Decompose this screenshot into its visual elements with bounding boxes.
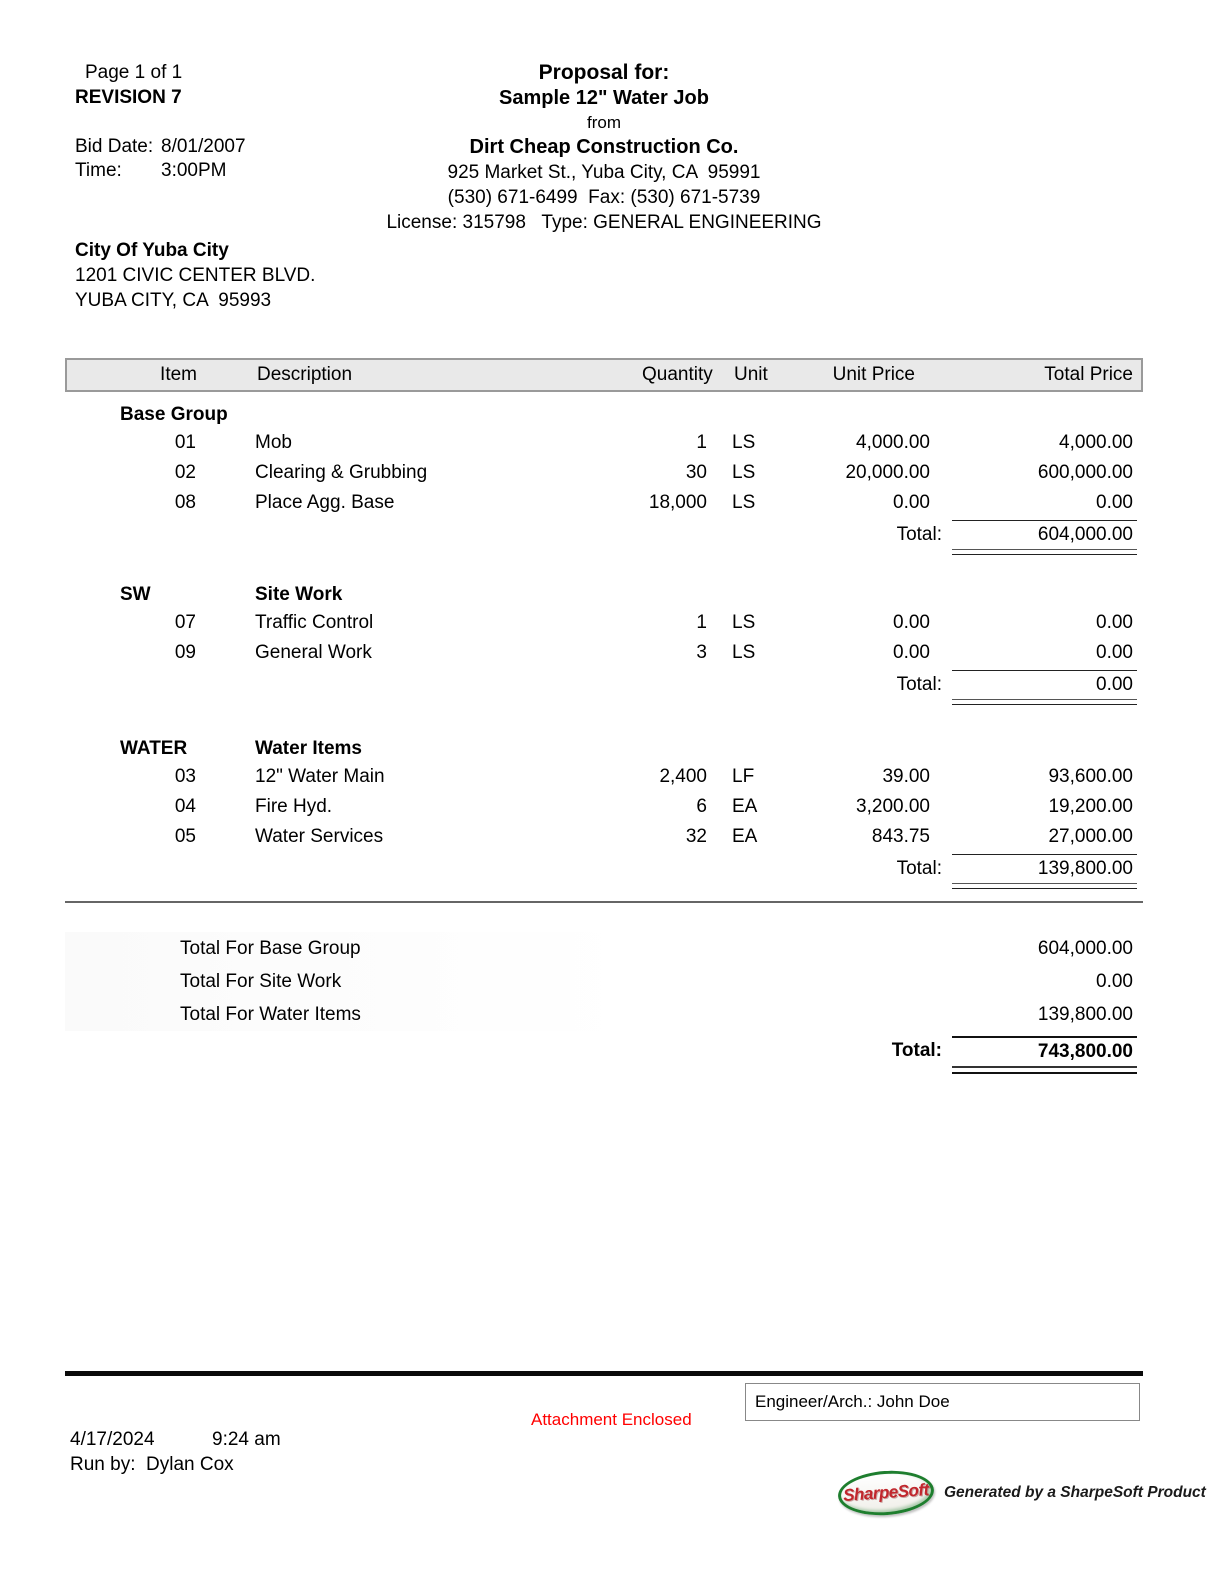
item-unit: LS <box>732 462 756 483</box>
client-name: City Of Yuba City <box>75 240 229 261</box>
item-unit-price: 4,000.00 <box>856 432 930 453</box>
job-name: Sample 12" Water Job <box>499 87 709 109</box>
item-quantity: 32 <box>685 826 707 847</box>
group-total-label: Total: <box>896 858 942 879</box>
table-row <box>65 638 1143 668</box>
column-header-item: Item <box>160 364 197 385</box>
group-total-label: Total: <box>896 674 942 695</box>
item-unit: LS <box>732 432 756 453</box>
item-unit-price: 39.00 <box>882 766 930 787</box>
page-number: Page 1 of 1 <box>85 62 183 83</box>
group-total-amount-box <box>952 670 1137 707</box>
bid-time-row <box>75 159 246 183</box>
column-header-total-price: Total Price <box>1044 364 1133 385</box>
item-unit-price: 0.00 <box>893 492 930 513</box>
item-number: 02 <box>174 462 196 483</box>
group-total-label: Total: <box>896 524 942 545</box>
group-header-water-items <box>65 735 1143 762</box>
client-address-line1: 1201 CIVIC CENTER BLVD. <box>75 265 316 286</box>
summary-amount: 139,800.00 <box>1037 1004 1133 1025</box>
summary-totals-block <box>65 932 1143 1074</box>
summary-row <box>65 932 1143 965</box>
item-total-price: 93,600.00 <box>1048 766 1133 787</box>
group-total-row <box>65 854 1143 891</box>
item-quantity: 18,000 <box>648 492 707 513</box>
page-info-block <box>75 60 182 110</box>
group-code: WATER <box>120 738 188 759</box>
group-total-amount: 0.00 <box>952 670 1137 700</box>
item-unit: EA <box>732 796 758 817</box>
run-date: 4/17/2024 <box>70 1429 155 1450</box>
footer-thick-rule <box>65 1371 1143 1376</box>
table-row <box>65 488 1143 518</box>
grand-total-row <box>65 1036 1143 1074</box>
item-quantity: 2,400 <box>659 766 707 787</box>
summary-amount: 0.00 <box>1096 971 1133 992</box>
item-total-price: 19,200.00 <box>1048 796 1133 817</box>
item-total-price: 600,000.00 <box>1037 462 1133 483</box>
client-address-block <box>75 238 315 313</box>
table-header-row <box>65 358 1143 392</box>
group-code: Base Group <box>120 404 228 425</box>
table-row <box>65 792 1143 822</box>
group-total-amount: 139,800.00 <box>952 854 1137 884</box>
company-address: 925 Market St., Yuba City, CA 95991 <box>447 162 761 183</box>
double-rule <box>952 1068 1137 1074</box>
bid-info-block <box>75 135 246 183</box>
item-description: Mob <box>255 432 292 453</box>
item-number: 05 <box>174 826 196 847</box>
summary-row <box>65 965 1143 998</box>
item-unit-price: 20,000.00 <box>845 462 930 483</box>
sharpesoft-logo-icon <box>837 1468 936 1519</box>
group-name: Site Work <box>255 584 343 605</box>
double-rule <box>952 884 1137 889</box>
item-unit-price: 843.75 <box>871 826 930 847</box>
item-description: Fire Hyd. <box>255 796 333 817</box>
engineer-architect-box <box>745 1383 1140 1421</box>
sharpesoft-branding <box>838 1470 1206 1516</box>
item-total-price: 27,000.00 <box>1048 826 1133 847</box>
bid-time-value: 3:00PM <box>161 160 227 181</box>
item-unit-price: 3,200.00 <box>856 796 930 817</box>
summary-label: Total For Water Items <box>65 998 630 1031</box>
generated-by-text: Generated by a SharpeSoft Product <box>944 1484 1206 1501</box>
item-quantity: 1 <box>696 612 707 633</box>
attachment-enclosed-note: Attachment Enclosed <box>531 1410 692 1429</box>
group-name <box>210 401 1143 428</box>
group-total-row <box>65 670 1143 707</box>
item-description: 12" Water Main <box>255 766 385 787</box>
summary-amount: 604,000.00 <box>1037 938 1133 959</box>
grand-total-label: Total: <box>891 1040 942 1061</box>
run-time: 9:24 am <box>212 1429 281 1450</box>
item-number: 09 <box>174 642 196 663</box>
client-address-line2: YUBA CITY, CA 95993 <box>75 290 272 311</box>
item-description: General Work <box>255 642 372 663</box>
group-total-amount: 604,000.00 <box>952 520 1137 550</box>
bid-date-row <box>75 135 246 159</box>
item-description: Water Services <box>255 826 384 847</box>
item-number: 08 <box>174 492 196 513</box>
item-quantity: 3 <box>696 642 707 663</box>
item-total-price: 0.00 <box>1096 492 1133 513</box>
item-quantity: 1 <box>696 432 707 453</box>
grand-total-amount: 743,800.00 <box>952 1036 1137 1068</box>
section-divider <box>65 901 1143 903</box>
item-unit: LS <box>732 642 756 663</box>
table-row <box>65 762 1143 792</box>
group-name: Water Items <box>255 738 362 759</box>
table-row <box>65 608 1143 638</box>
item-unit: LF <box>732 766 755 787</box>
grand-total-amount-box <box>952 1036 1137 1074</box>
summary-label: Total For Base Group <box>65 932 630 965</box>
column-header-unit: Unit <box>734 364 768 385</box>
item-number: 03 <box>174 766 196 787</box>
group-total-amount-box <box>952 520 1137 557</box>
item-number: 04 <box>174 796 196 817</box>
sharpesoft-logo-text: SharpeSoft <box>842 1480 930 1505</box>
double-rule <box>952 550 1137 555</box>
engineer-architect-value: Engineer/Arch.: John Doe <box>755 1392 950 1411</box>
from-label: from <box>587 113 621 132</box>
item-quantity: 6 <box>696 796 707 817</box>
group-total-amount-box <box>952 854 1137 891</box>
bid-time-label: Time: <box>75 160 122 181</box>
bid-items-table <box>65 358 1143 891</box>
group-total-row <box>65 520 1143 557</box>
bid-date-value: 8/01/2007 <box>161 136 246 157</box>
item-description: Traffic Control <box>255 612 374 633</box>
item-total-price: 0.00 <box>1096 642 1133 663</box>
table-row <box>65 428 1143 458</box>
table-row <box>65 822 1143 852</box>
item-total-price: 4,000.00 <box>1059 432 1133 453</box>
item-number: 07 <box>174 612 196 633</box>
group-header-site-work <box>65 581 1143 608</box>
proposal-for-title: Proposal for: <box>538 61 670 84</box>
bid-date-label: Bid Date: <box>75 136 154 157</box>
item-unit-price: 0.00 <box>893 642 930 663</box>
item-number: 01 <box>174 432 196 453</box>
company-name: Dirt Cheap Construction Co. <box>469 136 739 158</box>
item-quantity: 30 <box>685 462 707 483</box>
summary-label: Total For Site Work <box>65 965 630 998</box>
item-unit: EA <box>732 826 758 847</box>
item-unit: LS <box>732 612 756 633</box>
company-phone-fax: (530) 671-6499 Fax: (530) 671-5739 <box>447 187 761 208</box>
item-unit-price: 0.00 <box>893 612 930 633</box>
summary-row <box>65 998 1143 1031</box>
revision-label: REVISION 7 <box>75 87 182 108</box>
column-header-quantity: Quantity <box>642 364 713 385</box>
column-header-description: Description <box>257 364 353 385</box>
item-description: Place Agg. Base <box>255 492 395 513</box>
column-header-unit-price: Unit Price <box>832 364 915 385</box>
group-code: SW <box>120 584 151 605</box>
table-row <box>65 458 1143 488</box>
run-by: Run by: Dylan Cox <box>70 1454 234 1475</box>
item-description: Clearing & Grubbing <box>255 462 428 483</box>
item-total-price: 0.00 <box>1096 612 1133 633</box>
item-unit: LS <box>732 492 756 513</box>
company-license-type: License: 315798 Type: GENERAL ENGINEERING <box>386 212 822 233</box>
group-header-base-group <box>65 401 1143 428</box>
double-rule <box>952 700 1137 705</box>
proposal-header <box>254 60 954 235</box>
